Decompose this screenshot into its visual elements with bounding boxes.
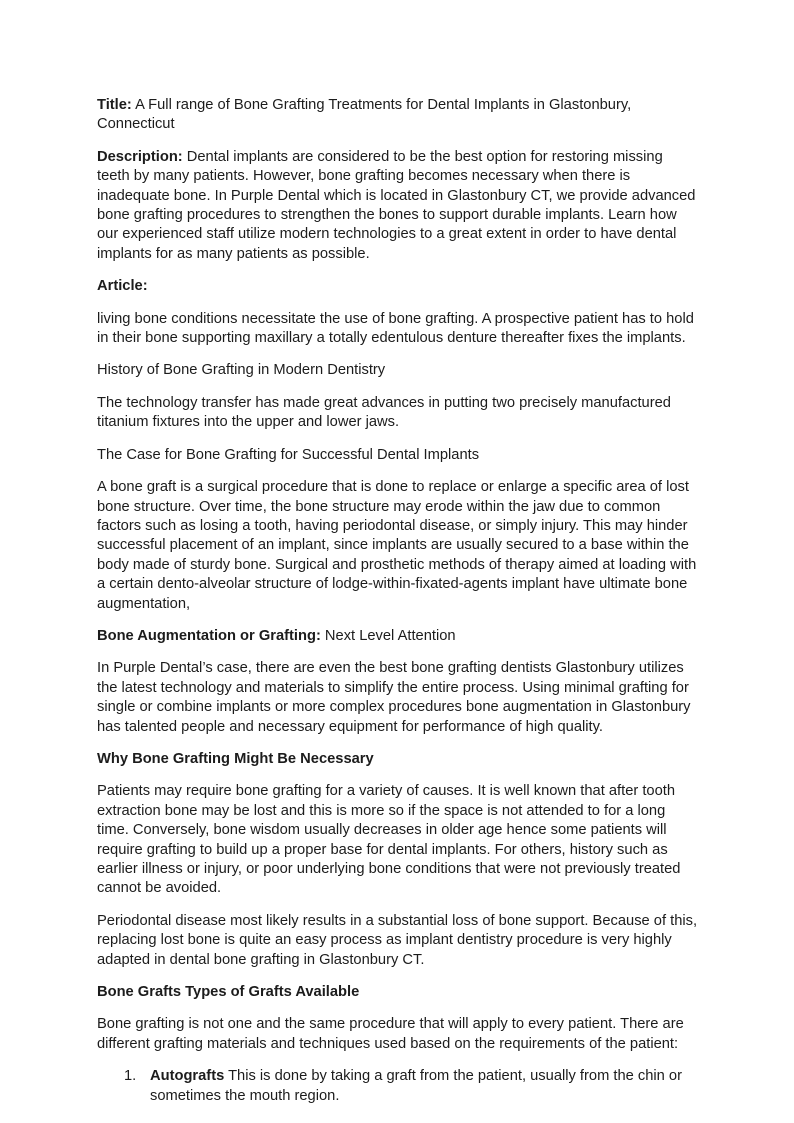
paragraph-text: Bone grafting is not one and the same procedure that will apply to every patient. There are different grafting materials and techniques used based on the requirements of the patient:: [97, 1016, 684, 1052]
subheading-history: [97, 361, 698, 380]
description-paragraph: [97, 148, 698, 264]
heading-tail: Next Level Attention: [320, 627, 456, 644]
article-paragraph: [97, 310, 698, 349]
subheading-case-for-grafting: [97, 446, 698, 465]
list-item-content: [150, 1067, 698, 1106]
list-item-text: This is done by taking a graft from the patient, usually from the chin or sometimes the mouth region.: [150, 1068, 682, 1104]
description-label: Description:: [97, 148, 183, 165]
article-label-text: Article:: [97, 278, 148, 295]
list-item-number: 1.: [124, 1068, 137, 1085]
article-paragraph: [97, 912, 698, 970]
article-paragraph: [97, 659, 698, 737]
article-paragraph: [97, 478, 698, 614]
paragraph-text: The technology transfer has made great advances in putting two precisely manufactured titanium fixtures into the upper and lower jaws.: [97, 394, 671, 431]
paragraph-text: living bone conditions necessitate the use of bone grafting. A prospective patient has to hold in their bone supporting maxillary a totally edentulous denture thereafter fixes the implants.: [97, 310, 694, 347]
paragraph-text: A bone graft is a surgical procedure that is done to replace or enlarge a specific area of lost bone structure. Over time, the bone structure may erode within the jaw due to common factors such as losing a tooth, having periodontal disease, or simply injury. This may hinder successful placement of an implant, since implants are usually secured to a base within the body made of sturdy bone. Surgical and prosthetic methods of therapy aimed at loading with a certain dento-alveolar structure of lodge-within-fixated-agents implant have ultimate bone augmentation,: [97, 479, 697, 612]
heading-text: Bone Grafts Types of Grafts Available: [97, 984, 360, 1001]
heading-lead: Bone Augmentation or Grafting:: [97, 627, 321, 644]
list-item-lead: Autografts: [150, 1068, 225, 1085]
heading-graft-types: [97, 983, 698, 1002]
graft-types-list: [97, 1067, 698, 1106]
article-label: [97, 277, 698, 296]
paragraph-text: Periodontal disease most likely results in a substantial loss of bone support. Because of this, replacing lost bone is quite an easy process as implant dentistry procedure is very highly adapted in dental bone grafting in Glastonbury CT.: [97, 912, 698, 968]
title-text: A Full range of Bone Grafting Treatments for Dental Implants in Glastonbury, Connecticut: [97, 97, 632, 133]
title-label: Title:: [97, 97, 132, 113]
paragraph-text: Patients may require bone grafting for a variety of causes. It is well known that after tooth extraction bone may be lost and this is more so if the space is not attended to for a long time. Conversely, bone wisdom usually decreases in older age hence some patients will require grafting to build up a proper base for dental implants. For others, history such as earlier illness or injury, or poor underlying bone conditions that were not previously treated cannot be avoided.: [97, 783, 681, 897]
article-paragraph: [97, 782, 698, 898]
description-text: Dental implants are considered to be the best option for restoring missing teeth by many patients. However, bone grafting becomes necessary when there is inadequate bone. In Purple Dental which is located in Glastonbury CT, we provide advanced bone grafting procedures to strengthen the bones to support durable implants. Learn how our experienced staff utilize modern technologies to a great extent in order to have dental implants for as many patients as possible.: [97, 148, 696, 262]
subheading-text: The Case for Bone Grafting for Successful Dental Implants: [97, 446, 480, 463]
heading-why-necessary: [97, 750, 698, 769]
article-paragraph: [97, 1015, 698, 1054]
heading-text: Why Bone Grafting Might Be Necessary: [97, 750, 374, 767]
heading-bone-augmentation: [97, 627, 698, 646]
list-item-autografts: [97, 1067, 698, 1106]
article-paragraph: [97, 394, 698, 433]
subheading-text: History of Bone Grafting in Modern Dentistry: [97, 362, 386, 379]
paragraph-text: In Purple Dental’s case, there are even the best bone grafting dentists Glastonbury utilizes the latest technology and materials to simplify the entire process. Using minimal grafting for single or combine implants or more complex procedures bone augmentation in Glastonbury has talented people and necessary equipment for performance of high quality.: [97, 660, 691, 735]
title-paragraph: [97, 96, 698, 135]
